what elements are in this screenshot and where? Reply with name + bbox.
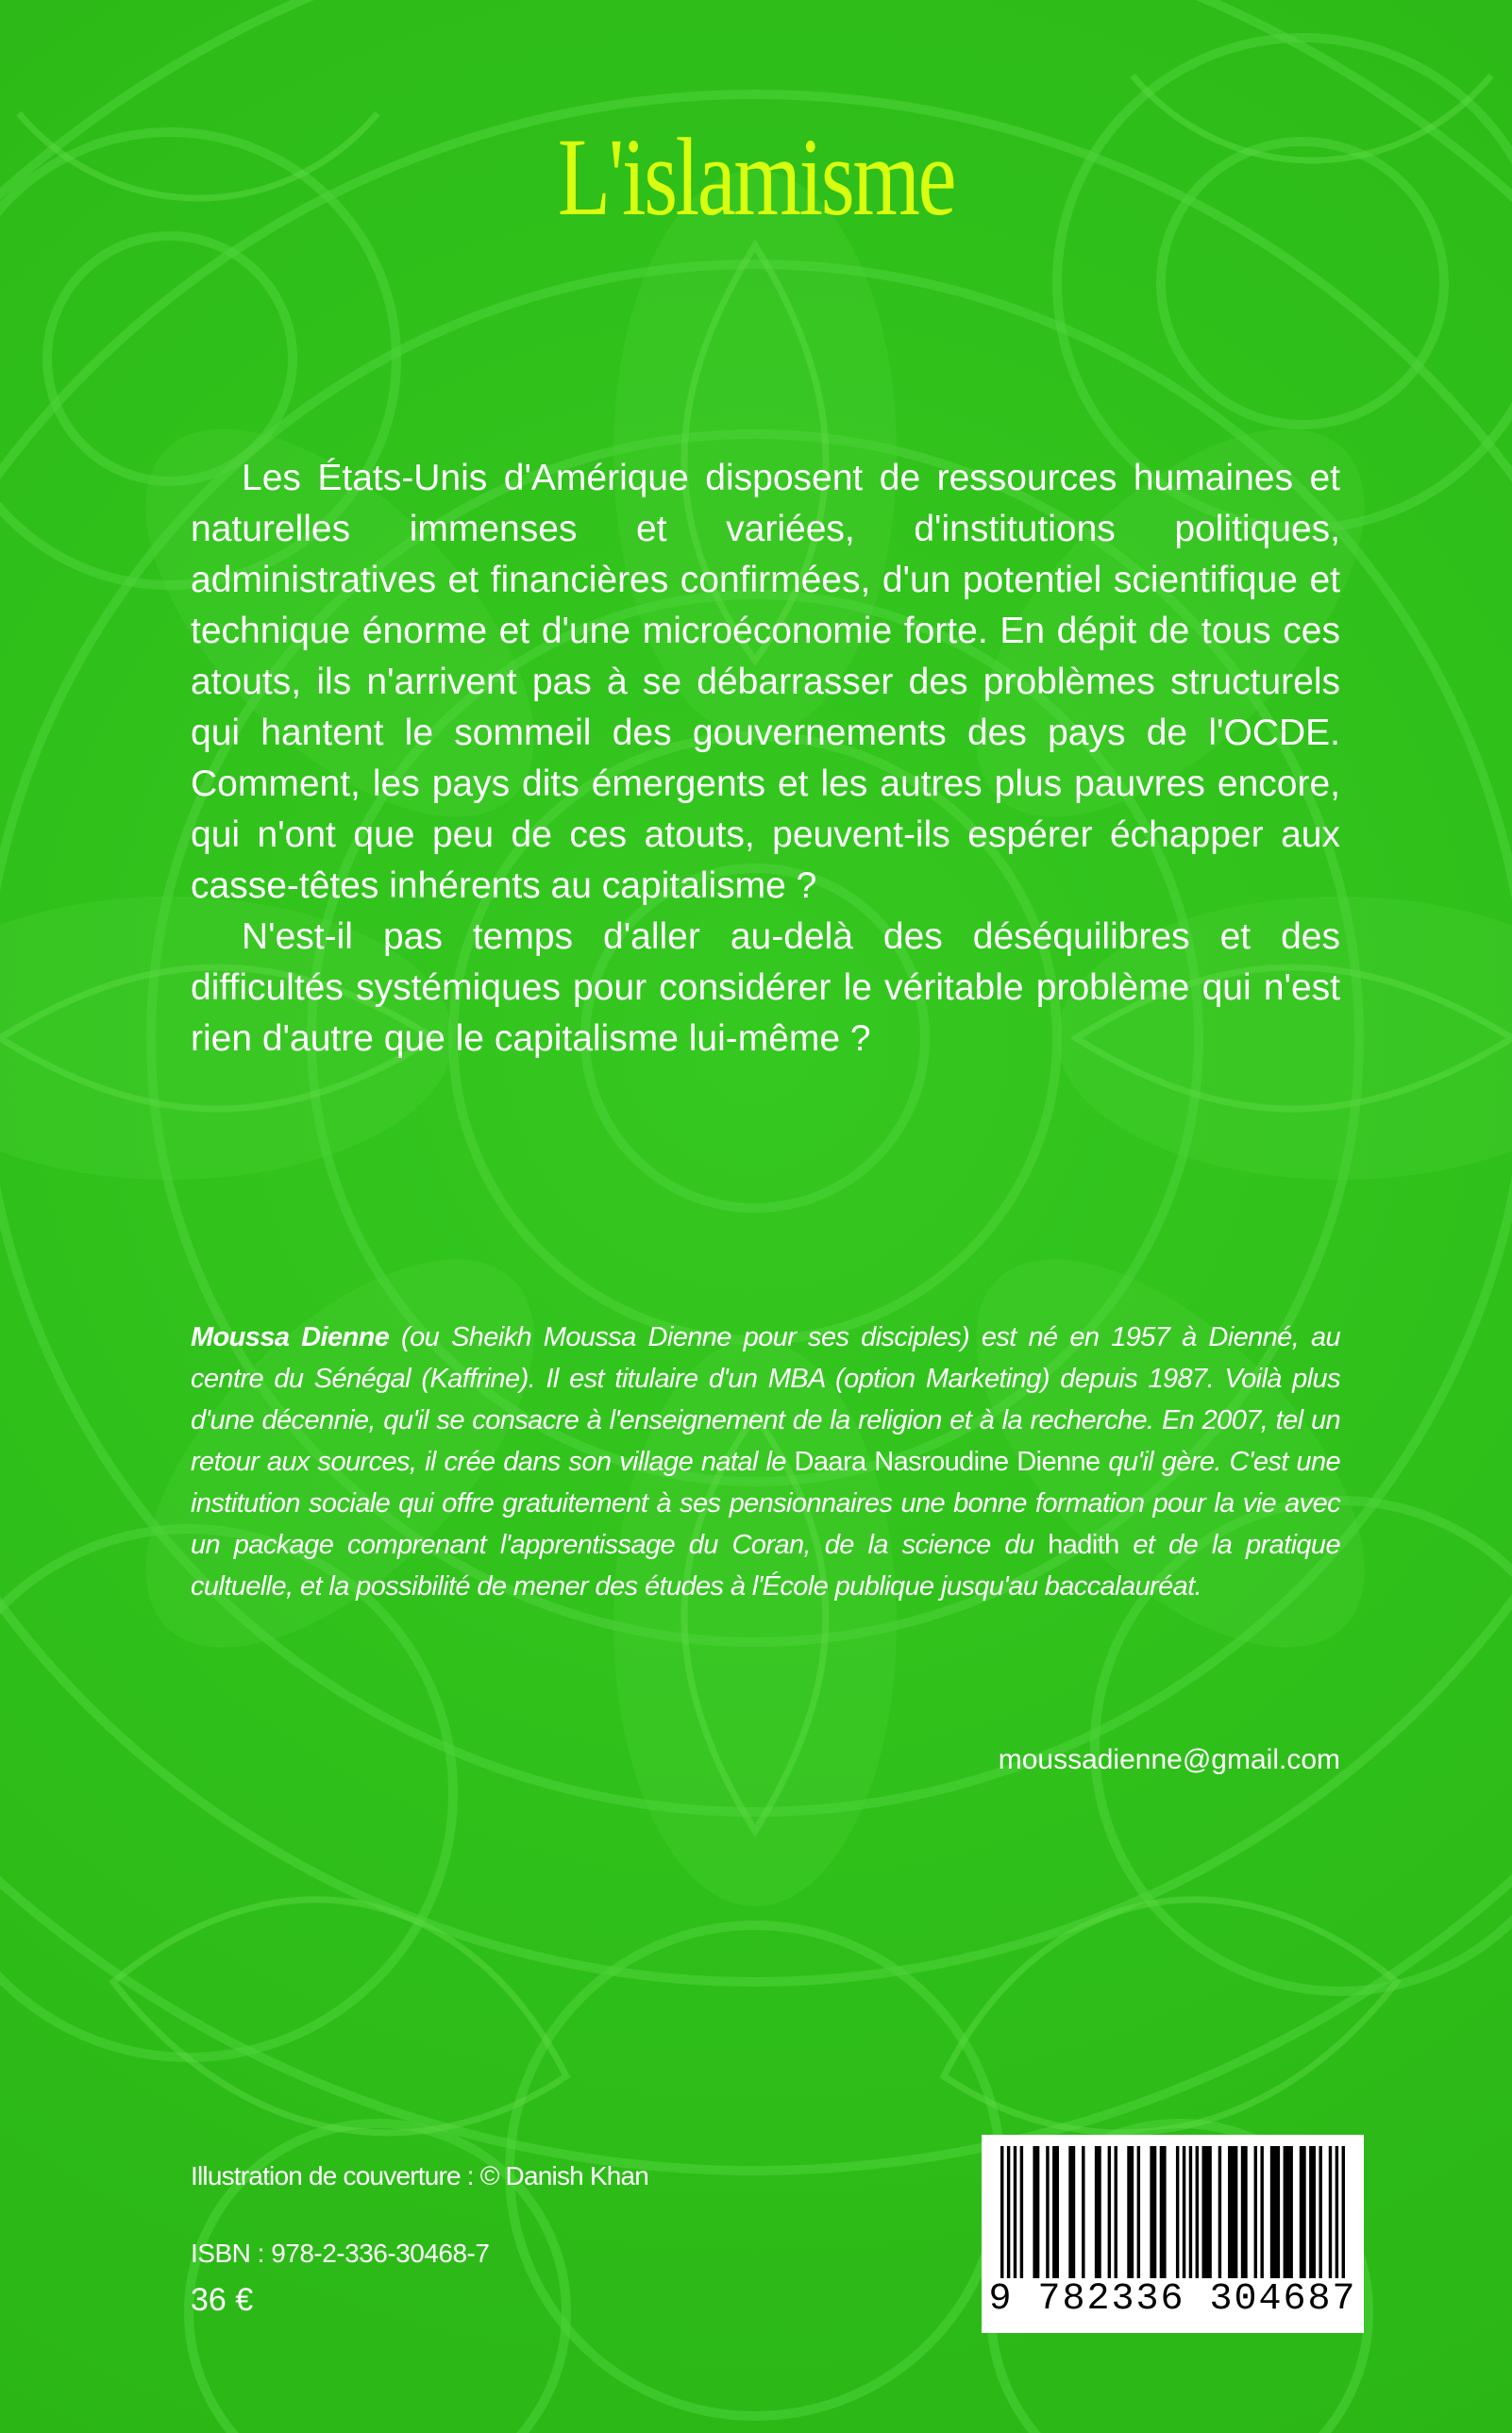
- barcode-number: 9 782336 304687: [988, 2278, 1357, 2321]
- barcode-bar: [1319, 2146, 1321, 2278]
- barcode-bar: [1329, 2146, 1332, 2278]
- barcode-bar: [1189, 2146, 1192, 2278]
- barcode-bar: [1254, 2146, 1257, 2278]
- book-title: L'islamisme: [557, 115, 955, 239]
- barcode-bar: [1007, 2146, 1010, 2278]
- author-name: Moussa Dienne: [191, 1322, 390, 1352]
- barcode-bar: [1201, 2146, 1211, 2278]
- barcode-bar: [1160, 2146, 1167, 2278]
- bio-text: (ou Sheikh Moussa Dienne pour ses disciples) est né en 1957 à Dienné, au centre du Sénégal (Kaffrine). Il est titulaire d'un MBA (option Marketing) depuis 1987. Voilà plus d'une décennie, qu'il se consacre à l'enseignement de la religion et à la recherche. En 2007, tel un retour aux sources, il crée dans son village natal le: [191, 1322, 1340, 1477]
- hadith-word: hadith: [1048, 1530, 1119, 1560]
- barcode-bar: [1127, 2146, 1134, 2278]
- isbn: ISBN : 978-2-336-30468-7: [191, 2239, 490, 2268]
- author-email: moussadienne@gmail.com: [998, 1744, 1340, 1775]
- daara-name: Daara Nasroudine Dienne: [794, 1447, 1100, 1477]
- barcode-bar: [1260, 2146, 1263, 2278]
- bio-text: qu'il gère. C'est une institution sociale qui offre gratuitement à ses pensionnaires une bonne formation pour la vie avec un package comprenant l'apprentissage du Coran, de la science du: [191, 1447, 1341, 1560]
- barcode-bar: [1309, 2146, 1316, 2278]
- barcode-bar: [1068, 2146, 1075, 2278]
- barcode-bar: [1033, 2146, 1039, 2278]
- barcode-bar: [1115, 2146, 1117, 2278]
- author-bio: [191, 1317, 1340, 1607]
- barcode-bar: [1196, 2146, 1199, 2278]
- barcode-bar: [1218, 2146, 1221, 2278]
- barcode-bar: [1137, 2146, 1140, 2278]
- barcode-bar: [1095, 2146, 1101, 2278]
- barcode-bar: [1270, 2146, 1280, 2278]
- barcode-bar: [1000, 2146, 1003, 2278]
- barcode: [982, 2135, 1364, 2333]
- barcode-bar: [1014, 2146, 1016, 2278]
- blurb-paragraph: Les États-Unis d'Amérique disposent de ressources humaines et naturelles immenses et variées, d'institutions politiques, administratives et financières confirmées, d'un potentiel scientifique et technique énorme et d'une microéconomie forte. En dépit de tous ces atouts, ils n'arrivent pas à se débarrasser des problèmes structurels qui hantent le sommeil des gouvernements des pays de l'OCDE. Comment, les pays dits émergents et les autres plus pauvres encore, qui n'ont que peu de ces atouts, peuvent-ils espérer échapper aux casse-têtes inhérents au capitalisme ?: [191, 458, 1340, 906]
- barcode-bar: [1342, 2146, 1345, 2278]
- barcode-bar: [1284, 2146, 1293, 2278]
- barcode-bar: [1046, 2146, 1049, 2278]
- barcode-bar: [1150, 2146, 1156, 2278]
- blurb: [191, 453, 1340, 1065]
- barcode-bar: [1176, 2146, 1179, 2278]
- barcode-bar: [1336, 2146, 1338, 2278]
- barcode-bar: [1300, 2146, 1306, 2278]
- blurb-paragraph: N'est-il pas temps d'aller au-delà des déséquilibres et des difficultés systémiques pour considérer le véritable problème qui n'est rien d'autre que le capitalisme lui-même ?: [191, 916, 1340, 1059]
- barcode-bar: [1052, 2146, 1059, 2278]
- barcode-bar: [1020, 2146, 1023, 2278]
- barcode-bar: [1108, 2146, 1111, 2278]
- barcode-bar: [1241, 2146, 1248, 2278]
- barcode-bar: [1082, 2146, 1084, 2278]
- barcode-bar: [1183, 2146, 1185, 2278]
- bio-text: et de la pratique cultuelle, et la possibilité de mener des études à l'École publique jusqu'au baccalauréat.: [191, 1530, 1340, 1602]
- illustration-credit: Illustration de couverture : © Danish Khan: [191, 2161, 649, 2190]
- price: 36 €: [191, 2282, 254, 2318]
- barcode-bar: [1228, 2146, 1237, 2278]
